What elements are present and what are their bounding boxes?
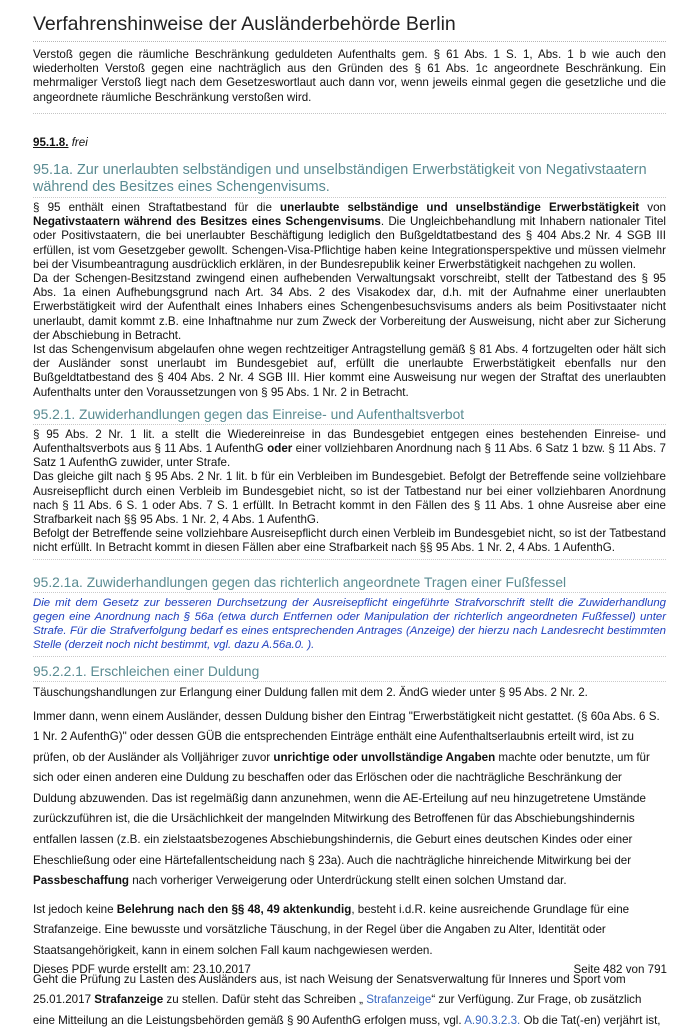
footer-created: Dieses PDF wurde erstellt am: 23.10.2017 bbox=[33, 963, 251, 976]
section-95-2-1-body bbox=[33, 425, 666, 560]
paragraph: Ist jedoch keine Belehrung nach den §§ 48, 49 aktenkundig, besteht i.d.R. keine ausreichende Grundlage für eine Strafanzeige. Eine bewusste und vorsätzliche Täuschung, in der Regel über die Angaben zu Alter, Identität oder Staatsangehörigkeit, kann in einem solchen Fall kaum nachgewiesen werden. bbox=[33, 900, 666, 962]
paragraph: Ist das Schengenvisum abgelaufen ohne wegen rechtzeitiger Antragstellung gemäß § 81 Abs. 4 fortzugelten oder hält sich der Ausländer sonst unerlaubt im Bundesgebiet auf, erfüllt die unerlaubte Erwerbstätigkeit ebenfalls nur den Bußgeldtatbestand des § 404 Abs. 2 Nr. 4 SGB III. Hier kommt eine Ausweisung nur wegen der Straftat des unerlaubten Aufenthalts unter den Voraussetzungen von § 95 Abs. 1 Nr. 2 in Betracht. bbox=[33, 343, 666, 400]
paragraph: Geht die Prüfung zu Lasten des Ausländers aus, ist nach Weisung der Senatsverwaltung für Inneres und Sport vom 25.01.2017 Strafanzeige zu stellen. Dafür steht das Schreiben „ Strafanzeige“ zur Verfügung. Zur Frage, ob zusätzlich eine Mitteilung an die Leistungsbehörden gemäß § 90 AufenthG erfolgen muss, vgl. A.90.3.2.3. Ob die Tat(-en) verjährt ist, bbox=[33, 970, 666, 1031]
paragraph: Das gleiche gilt nach § 95 Abs. 2 Nr. 1 lit. b für ein Verbleiben im Bundesgebiet. Befolgt der Betreffende seine vollziehbare Ausreisepflicht durch einen Verbleib im Bundesgebiet nicht, so ist der Tatbestand nur bei einer vollziehbaren Anordnung nach § 11 Abs. 6 S. 1 oder Abs. 7 S. 1 erfüllt. In Betracht kommt in den Fällen des § 11 Abs. 1 ohne Ausreise aber eine Strafbarkeit nach §§ 95 Abs. 1 Nr. 2, 4 Abs. 1 AufenthG. bbox=[33, 470, 666, 527]
link-a-56a-0[interactable]: A.56a.0. bbox=[262, 639, 304, 651]
document-page bbox=[33, 0, 666, 1031]
document-title: Verfahrenshinweise der Ausländerbehörde Berlin bbox=[33, 12, 666, 42]
section-number: 95.1.8. bbox=[33, 136, 68, 149]
section-95-1-8 bbox=[33, 136, 666, 150]
paragraph: Immer dann, wenn einem Ausländer, dessen Duldung bisher den Eintrag "Erwerbstätigkeit nicht gestattet. (§ 60a Abs. 6 S. 1 Nr. 2 AufenthG)" oder dessen GÜB die entsprechenden Einträge enthält eine Aufenthaltserlaubnis erteilt wird, ist zu prüfen, ob der Ausländer als Volljähriger zuvor unrichtige oder unvollständige Angaben machte oder benutzte, um für sich oder einen anderen eine Duldung zu beschaffen oder das Erlöschen oder die nachträgliche Beschränkung der Duldung abzuwenden. Das ist regelmäßig dann anzunehmen, wenn die AE-Erteilung auf neu hinzugetretene Umstände zurückzuführen ist, die die Ursächlichkeit der mangelnden Mitwirkung des Betroffenen für das Abschiebungshindernis entfallen lassen (z.B. ein zielstaatsbezogenes Abschiebungshindernis, die Geburt eines deutschen Kindes oder einer Eheschließung oder eine Härtefallentscheidung nach § 23a). Auch die nachträgliche hinreichende Mitwirkung bei der Passbeschaffung nach vorheriger Verweigerung oder Unterdrückung stellt einen solchen Umstand dar. bbox=[33, 707, 666, 892]
footer-page-number: Seite 482 von 791 bbox=[574, 963, 667, 976]
paragraph: Täuschungshandlungen zur Erlangung einer Duldung fallen mit dem 2. ÄndG wieder unter § 95 Abs. 2 Nr. 2. bbox=[33, 685, 666, 701]
heading-95-2-1: 95.2.1. Zuwiderhandlungen gegen das Einreise- und Aufenthaltsverbot bbox=[33, 406, 666, 425]
intro-paragraph: Verstoß gegen die räumliche Beschränkung geduldeten Aufenthalts gem. § 61 Abs. 1 S. 1, Abs. 1 b wie auch den wiederholten Verstoß gegen eine nachträglich aus den Gründen des § 61 Abs. 1c angeordnete Beschränkung. Ein mehrmaliger Verstoß liegt nach dem Gesetzeswortlaut auch dann vor, wenn jeweils einmal gegen die gesetzliche und die angeordnete räumliche Beschränkung verstoßen wird. bbox=[33, 48, 666, 114]
section-95-1a-body bbox=[33, 198, 666, 400]
page-footer bbox=[33, 963, 667, 976]
heading-95-2-2-1: 95.2.2.1. Erschleichen einer Duldung bbox=[33, 663, 666, 682]
paragraph: Befolgt der Betreffende seine vollziehbare Ausreisepflicht durch einen Verbleib im Bundesgebiet nicht, so ist der Tatbestand nicht erfüllt. In Betracht kommt in diesen Fällen aber eine Strafbarkeit nach §§ 95 Abs. 1 Nr. 2, 4 Abs. 1 AufenthG. bbox=[33, 527, 666, 555]
section-95-2-1a-body bbox=[33, 593, 666, 657]
section-95-2-2-1-body bbox=[33, 682, 666, 1031]
paragraph: § 95 Abs. 2 Nr. 1 lit. a stellt die Wiedereinreise in das Bundesgebiet entgegen eines bestehenden Einreise- und Aufenthaltsverbots aus § 11 Abs. 1 AufenthG oder einer vollziehbaren Anordnung nach § 11 Abs. 6 Satz 1 bzw. § 11 Abs. 7 Satz 1 AufenthG zuwider, unter Strafe. bbox=[33, 428, 666, 471]
section-status: frei bbox=[72, 136, 88, 149]
paragraph: § 95 enthält einen Straftatbestand für die unerlaubte selbständige und unselbständige Erwerbstätigkeit von Negativstaatern während des Besitzes eines Schengenvisums. Die Ungleichbehandlung mit Inhabern nationaler Titel oder Positivstaatern, die bei unerlaubter Beschäftigung lediglich den Bußgeldtatbestand des § 404 Abs.2 Nr. 4 SGB III erfüllen, ist vom Gesetzgeber gewollt. Schengen-Visa-Pflichtige haben keine Integrationsperspektive und müssen vielmehr bei der Visumbeantragung ausdrücklich erklären, in der Bundesrepublik keiner Erwerbstätigkeit nachgehen zu wollen. bbox=[33, 201, 666, 272]
paragraph: Die mit dem Gesetz zur besseren Durchsetzung der Ausreisepflicht eingeführte Strafvorschrift stellt die Zuwiderhandlung gegen eine Anordnung nach § 56a (etwa durch Entfernen oder Manipulation der richterlich angeordneten Fußfessel) unter Strafe. Für die Strafverfolgung bedarf es eines entsprechenden Antrages (Anzeige) der hierzu nach Landesrecht bestimmten Stelle (derzeit noch nicht bestimmt, vgl. dazu A.56a.0. ). bbox=[33, 596, 666, 653]
heading-95-1a: 95.1a. Zur unerlaubten selbständigen und unselbständigen Erwerbstätigkeit von Negativstaatern während des Besitzes eines Schengenvisums. bbox=[33, 162, 666, 198]
heading-95-2-1a: 95.2.1a. Zuwiderhandlungen gegen das richterlich angeordnete Tragen einer Fußfessel bbox=[33, 574, 666, 593]
paragraph: Da der Schengen-Besitzstand zwingend einen aufhebenden Verwaltungsakt vorschreibt, stellt der Tatbestand des § 95 Abs. 1a einen Aufhebungsgrund nach Art. 34 Abs. 2 des Visakodex dar, d.h. mit der Aufnahme einer unerlaubten Erwerbstätigkeit wird der Aufenthalt eines Inhabers eines Schengenbesuchsvisums anders als beim Positivstaater nicht unerlaubt, damit kommt z.B. eine Inhaftnahme nur zum Zweck der Vorbereitung der Ausweisung, nicht aber zur Sicherung der Abschiebung in Betracht. bbox=[33, 272, 666, 343]
link-strafanzeige[interactable]: Strafanzeige bbox=[366, 993, 431, 1006]
link-a-90-3-2-3[interactable]: A.90.3.2.3. bbox=[464, 1014, 520, 1027]
